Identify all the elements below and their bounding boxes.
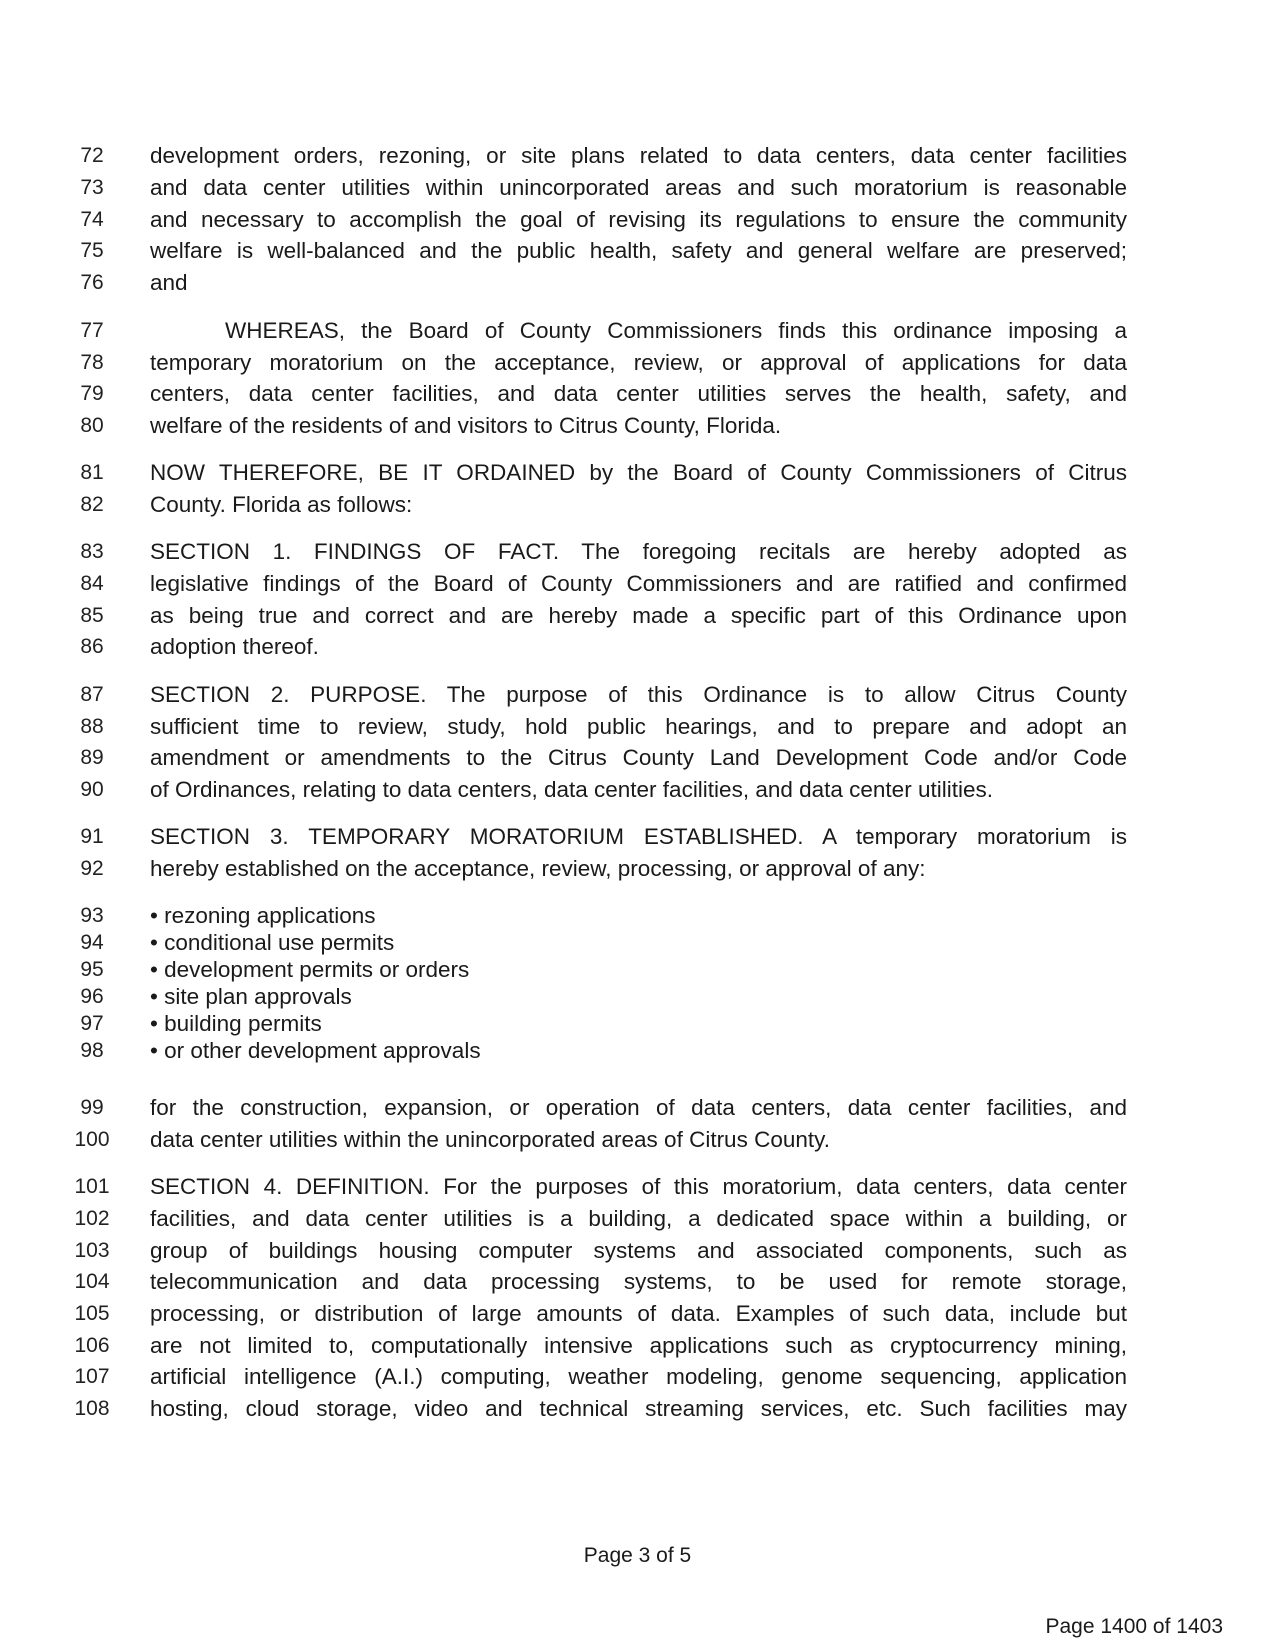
line-number: 101 (74, 1175, 110, 1198)
line-text: hereby established on the acceptance, review, processing, or approval of any: (150, 856, 926, 881)
document-line (70, 821, 1130, 853)
line-text: NOW THEREFORE, BE IT ORDAINED by the Board of County Commissioners of Citrus (150, 460, 1127, 485)
line-number: 73 (80, 176, 104, 199)
line-text: facilities, and data center utilities is a building, a dedicated space within a building, or (150, 1206, 1127, 1231)
line-number: 74 (80, 208, 104, 231)
document-line (70, 267, 1130, 299)
line-text: development orders, rezoning, or site plans related to data centers, data center facilities (150, 143, 1127, 168)
line-number: 104 (74, 1270, 110, 1293)
document-line (70, 140, 1130, 172)
line-number: 83 (80, 540, 104, 563)
line-text: WHEREAS, the Board of County Commissioners finds this ordinance imposing a (225, 318, 1127, 343)
line-number: 97 (80, 1012, 104, 1035)
line-number: 82 (80, 493, 104, 516)
document-line (70, 853, 1130, 885)
line-text: for the construction, expansion, or operation of data centers, data center facilities, and (150, 1095, 1127, 1120)
page-number: Page 3 of 5 (583, 1544, 692, 1567)
line-number: 102 (74, 1207, 110, 1230)
line-text: adoption thereof. (150, 634, 319, 659)
line-text: welfare is well-balanced and the public health, safety and general welfare are preserved; (150, 238, 1127, 263)
line-text: as being true and correct and are hereby made a specific part of this Ordinance upon (150, 603, 1127, 628)
line-text: are not limited to, computationally intensive applications such as cryptocurrency mining, (150, 1333, 1127, 1358)
line-text: hosting, cloud storage, video and technical streaming services, etc. Such facilities may (150, 1396, 1127, 1421)
document-line (70, 600, 1130, 632)
line-text: and data center utilities within unincorporated areas and such moratorium is reasonable (150, 175, 1127, 200)
document-line (70, 1298, 1130, 1330)
document-line (70, 929, 1130, 957)
document-line (70, 1010, 1130, 1038)
document-line (70, 774, 1130, 806)
document-page-stamp: Page 1400 of 1403 (1045, 1615, 1223, 1638)
line-text: legislative findings of the Board of County Commissioners and are ratified and confirmed (150, 571, 1127, 596)
document-line (70, 315, 1130, 347)
document-line (70, 711, 1130, 743)
document-line (70, 235, 1130, 267)
line-number: 79 (80, 382, 104, 405)
bullet-item: • rezoning applications (150, 903, 376, 928)
document-line (70, 1266, 1130, 1298)
line-text: temporary moratorium on the acceptance, review, or approval of applications for data (150, 350, 1127, 375)
document-line (70, 457, 1130, 489)
line-number: 105 (74, 1302, 110, 1325)
line-number: 98 (80, 1039, 104, 1062)
document-line (70, 410, 1130, 442)
line-text: SECTION 3. TEMPORARY MORATORIUM ESTABLISHED. A temporary moratorium is (150, 824, 1127, 849)
line-number: 106 (74, 1334, 110, 1357)
bullet-item: • conditional use permits (150, 930, 395, 955)
line-number: 78 (80, 351, 104, 374)
document-line (70, 1393, 1130, 1425)
bullet-item: • or other development approvals (150, 1038, 481, 1063)
line-number: 95 (80, 958, 104, 981)
document-line (70, 1203, 1130, 1235)
line-text: and necessary to accomplish the goal of revising its regulations to ensure the community (150, 207, 1127, 232)
line-number: 103 (74, 1239, 110, 1262)
document-line (70, 631, 1130, 663)
document-line (70, 1037, 1130, 1065)
line-number: 93 (80, 904, 104, 927)
line-text: group of buildings housing computer systems and associated components, such as (150, 1238, 1127, 1263)
line-number: 92 (80, 857, 104, 880)
line-number: 76 (80, 271, 104, 294)
document-line (70, 378, 1130, 410)
line-text: SECTION 2. PURPOSE. The purpose of this Ordinance is to allow Citrus County (150, 682, 1127, 707)
document-line (70, 172, 1130, 204)
line-number: 89 (80, 746, 104, 769)
line-number: 81 (80, 461, 104, 484)
bullet-item: • development permits or orders (150, 957, 470, 982)
line-number: 75 (80, 239, 104, 262)
document-line (70, 1092, 1130, 1124)
line-number: 72 (80, 144, 104, 167)
line-number: 90 (80, 778, 104, 801)
document-line (70, 204, 1130, 236)
document-line (70, 1330, 1130, 1362)
document-line (70, 568, 1130, 600)
line-number: 77 (80, 319, 104, 342)
line-number: 107 (74, 1365, 110, 1388)
line-text: centers, data center facilities, and data center utilities serves the health, safety, and (150, 381, 1127, 406)
line-number: 80 (80, 414, 104, 437)
line-number: 87 (80, 683, 104, 706)
bullet-item: • building permits (150, 1011, 322, 1036)
line-number: 84 (80, 572, 104, 595)
line-text: SECTION 1. FINDINGS OF FACT. The foregoing recitals are hereby adopted as (150, 539, 1127, 564)
line-number: 91 (80, 825, 104, 848)
document-line (70, 1124, 1130, 1156)
document-line (70, 1235, 1130, 1267)
line-number: 108 (74, 1397, 110, 1420)
line-text: and (150, 270, 188, 295)
line-number: 99 (80, 1096, 104, 1119)
line-number: 96 (80, 985, 104, 1008)
line-text: sufficient time to review, study, hold public hearings, and to prepare and adopt an (150, 714, 1127, 739)
line-number: 85 (80, 604, 104, 627)
bullet-item: • site plan approvals (150, 984, 352, 1009)
line-number: 100 (74, 1128, 110, 1151)
document-line (70, 489, 1130, 521)
document-line (70, 1361, 1130, 1393)
document-line (70, 679, 1130, 711)
document-line (70, 902, 1130, 930)
document-line (70, 347, 1130, 379)
document-line (70, 983, 1130, 1011)
line-text: of Ordinances, relating to data centers, data center facilities, and data center utilities. (150, 777, 993, 802)
document-line (70, 536, 1130, 568)
document-line (70, 742, 1130, 774)
line-text: amendment or amendments to the Citrus County Land Development Code and/or Code (150, 745, 1127, 770)
line-text: processing, or distribution of large amounts of data. Examples of such data, include but (150, 1301, 1127, 1326)
line-text: telecommunication and data processing systems, to be used for remote storage, (150, 1269, 1127, 1294)
line-text: SECTION 4. DEFINITION. For the purposes of this moratorium, data centers, data center (150, 1174, 1127, 1199)
line-text: County. Florida as follows: (150, 492, 413, 517)
line-text: artificial intelligence (A.I.) computing, weather modeling, genome sequencing, application (150, 1364, 1127, 1389)
line-text: data center utilities within the unincorporated areas of Citrus County. (150, 1127, 830, 1152)
line-text: welfare of the residents of and visitors to Citrus County, Florida. (150, 413, 782, 438)
line-number: 88 (80, 715, 104, 738)
document-line (70, 1171, 1130, 1203)
document-line (70, 956, 1130, 984)
line-number: 86 (80, 635, 104, 658)
line-number: 94 (80, 931, 104, 954)
